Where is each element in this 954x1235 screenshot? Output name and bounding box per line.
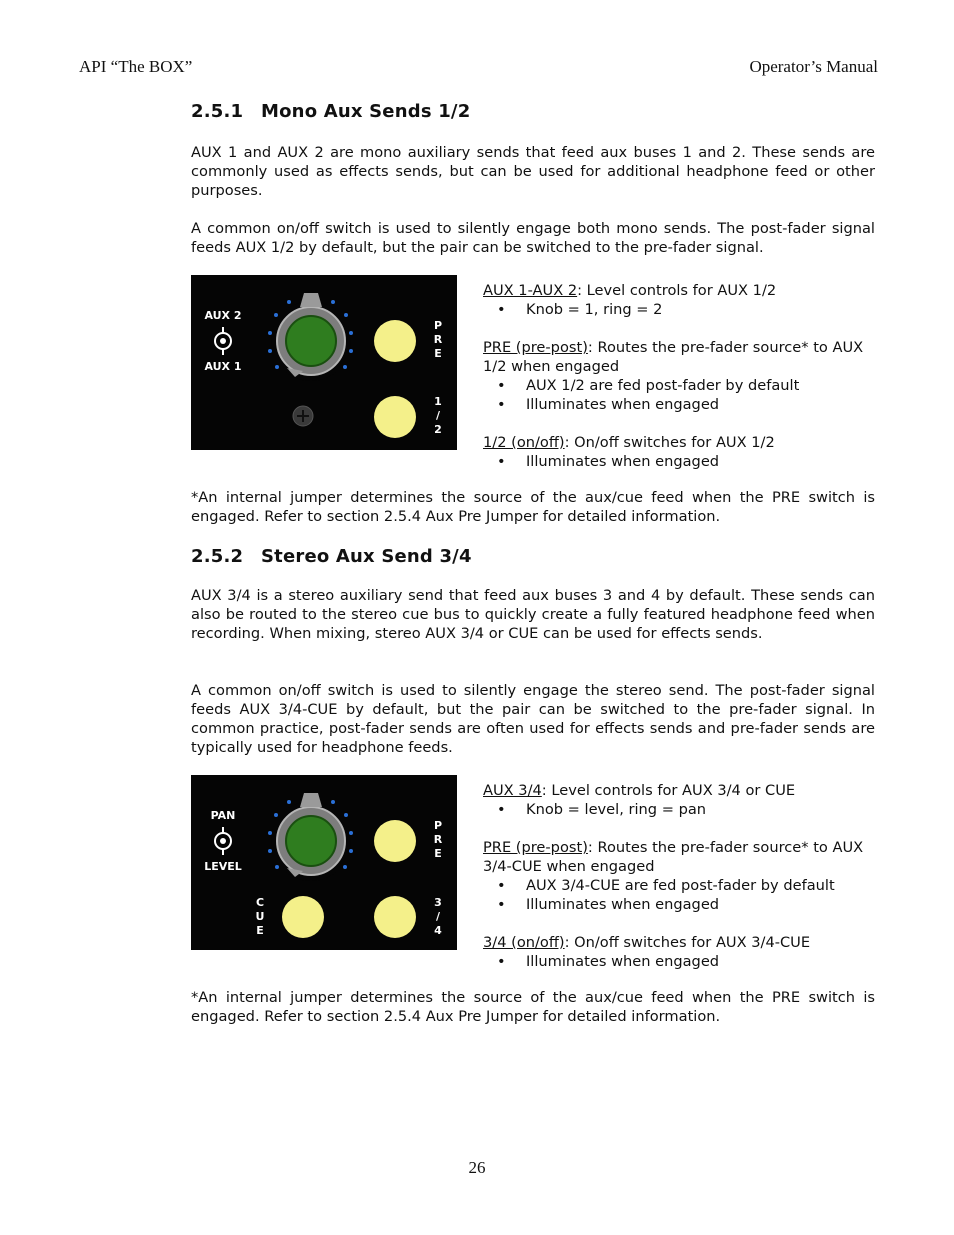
list-item: • Knob = 1, ring = 2	[497, 301, 663, 318]
list-item: • Illuminates when engaged	[497, 896, 720, 913]
pre-label-char: P	[433, 819, 443, 832]
footnote: *An internal jumper determines the source of the aux/cue feed when the PRE switch is engaged. Refer to section 2.5.4 Aux Pre Jumper for detailed information.	[191, 989, 875, 1025]
desc-term: AUX 1-AUX 2	[483, 282, 578, 299]
list-item: • Illuminates when engaged	[497, 453, 720, 470]
aux-level-knob[interactable]	[271, 293, 351, 381]
desc-item	[483, 433, 883, 452]
section-heading-stereo-aux	[191, 546, 472, 567]
pre-label-char: R	[433, 333, 443, 346]
onoff-label-char: 4	[434, 924, 442, 937]
paragraph: AUX 1 and AUX 2 are mono auxiliary sends that feed aux buses 1 and 2. These sends are commonly used as effects sends, but can be used for additional headphone feed or other purposes.	[191, 144, 875, 199]
section-number: 2.5.1	[191, 101, 244, 122]
aux2-label: AUX 2	[204, 309, 242, 322]
screw-icon	[293, 406, 313, 426]
cue-button[interactable]	[282, 896, 324, 938]
footnote: *An internal jumper determines the source of the aux/cue feed when the PRE switch is engaged. Refer to section 2.5.4 Aux Pre Jumper for detailed information.	[191, 489, 875, 525]
bullet-list	[483, 800, 883, 819]
list-item: • AUX 1/2 are fed post-fader by default	[497, 377, 800, 394]
desc-text: : On/off switches for AUX 1/2	[564, 434, 775, 451]
list-item: • AUX 3/4-CUE are fed post-fader by default	[497, 877, 835, 894]
bullet-list	[483, 376, 883, 414]
desc-term: 1/2 (on/off)	[483, 434, 565, 451]
onoff-label-char: 2	[434, 423, 442, 436]
paragraph: A common on/off switch is used to silently engage the stereo send. The post-fader signal feeds AUX 3/4-CUE by default, but the pair can be switched to the pre-fader signal. In common practice, post-fader sends are often used for effects sends and pre-fader sends are typically used for headphone feeds.	[191, 682, 875, 756]
onoff-label-char: 3	[434, 896, 442, 909]
bullet-list	[483, 300, 883, 319]
onoff-button[interactable]	[374, 896, 416, 938]
pre-label-char: P	[433, 319, 443, 332]
level-label: LEVEL	[204, 860, 242, 873]
desc-text: : Routes the pre-fader source* to AUX 3/4-CUE when engaged	[483, 839, 864, 875]
desc-item	[483, 933, 883, 952]
desc-item	[483, 281, 883, 300]
stereo-aux-description	[483, 781, 883, 971]
desc-term: PRE (pre-post)	[483, 339, 588, 356]
onoff-label-char: /	[435, 409, 441, 422]
section-title: Stereo Aux Send 3/4	[261, 546, 472, 567]
pan-label: PAN	[210, 809, 236, 822]
paragraph: A common on/off switch is used to silently engage both mono sends. The post-fader signal feeds AUX 1/2 by default, but the pair can be switched to the pre-fader signal.	[191, 220, 875, 256]
list-item: • Illuminates when engaged	[497, 953, 720, 970]
desc-text: : Level controls for AUX 3/4 or CUE	[541, 782, 796, 799]
bullet-list	[483, 452, 883, 471]
list-item: • Illuminates when engaged	[497, 396, 720, 413]
desc-item	[483, 338, 883, 376]
desc-text: : Level controls for AUX 1/2	[577, 282, 777, 299]
onoff-button[interactable]	[374, 396, 416, 438]
page-number: 26	[468, 1158, 486, 1177]
section-number: 2.5.2	[191, 546, 244, 567]
desc-text: : On/off switches for AUX 3/4-CUE	[564, 934, 811, 951]
mono-aux-panel-image	[191, 275, 457, 450]
header-right: Operator’s Manual	[749, 57, 878, 76]
header-left: API “The BOX”	[79, 57, 193, 76]
section-heading-mono-aux	[191, 101, 470, 122]
bullet-list	[483, 876, 883, 914]
pre-button[interactable]	[374, 820, 416, 862]
desc-item	[483, 781, 883, 800]
cue-label-char: C	[255, 896, 265, 909]
desc-term: PRE (pre-post)	[483, 839, 588, 856]
aux-level-pan-knob[interactable]	[271, 793, 351, 881]
pre-button[interactable]	[374, 320, 416, 362]
stereo-aux-panel-image	[191, 775, 457, 950]
list-item: • Knob = level, ring = pan	[497, 801, 707, 818]
cue-label-char: E	[256, 924, 264, 937]
pre-label-char: R	[433, 833, 443, 846]
paragraph: AUX 3/4 is a stereo auxiliary send that feed aux buses 3 and 4 by default. These sends can also be routed to the stereo cue bus to quickly create a fully featured headphone feed when recording. When mixing, stereo AUX 3/4 or CUE can be used for effects sends.	[191, 587, 875, 642]
section-title: Mono Aux Sends 1/2	[261, 101, 471, 122]
onoff-label-char: /	[435, 910, 441, 923]
pre-label-char: E	[434, 347, 442, 360]
desc-text: : Routes the pre-fader source* to AUX 1/2 when engaged	[483, 339, 864, 375]
desc-term: 3/4 (on/off)	[483, 934, 565, 951]
pre-label-char: E	[434, 847, 442, 860]
mono-aux-description	[483, 281, 883, 471]
desc-item	[483, 838, 883, 876]
bullet-list	[483, 952, 883, 971]
aux1-label: AUX 1	[204, 360, 242, 373]
onoff-label-char: 1	[434, 395, 442, 408]
cue-label-char: U	[255, 910, 265, 923]
desc-term: AUX 3/4	[483, 782, 542, 799]
